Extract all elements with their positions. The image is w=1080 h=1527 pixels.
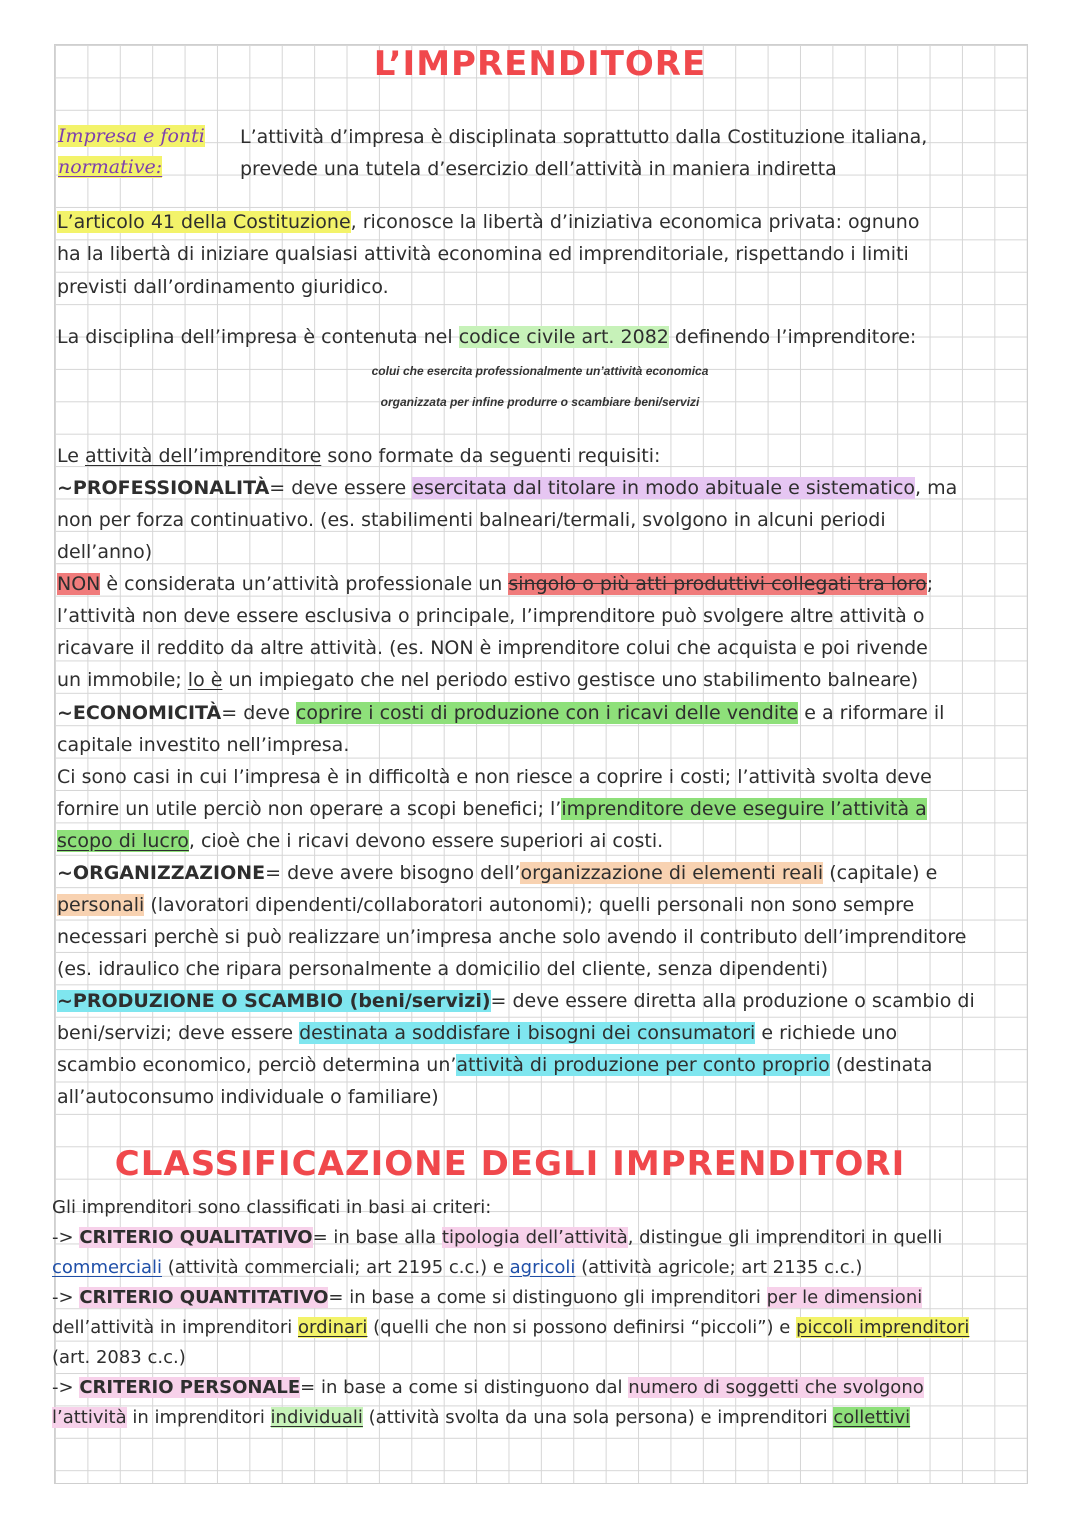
- art41-line: ha la libertà di iniziare qualsiasi attività economina ed imprenditoriale, rispettando i limiti: [57, 243, 909, 265]
- art41-line: previsti dall’ordinamento giuridico.: [57, 276, 389, 298]
- page-title: L’IMPRENDITORE: [373, 44, 707, 84]
- intro-line: L’attività d’impresa è disciplinata soprattutto dalla Costituzione italiana,: [240, 126, 928, 148]
- prof-line: NON è considerata un’attività professionale un singolo o più atti produttivi collegati tra loro;: [57, 573, 934, 595]
- econ-line: scopo di lucro, cioè che i ricavi devono essere superiori ai costi.: [57, 830, 664, 852]
- sidebar-label-line2: normative:: [58, 156, 163, 178]
- criterio-quantitativo-line3: (art. 2083 c.c.): [52, 1347, 186, 1368]
- org-line: ~ORGANIZZAZIONE= deve avere bisogno dell’organizzazione di elementi reali (capitale) e: [57, 862, 938, 884]
- section-title: CLASSIFICAZIONE DEGLI IMPRENDITORI: [114, 1144, 906, 1184]
- prod-line: all’autoconsumo individuale o familiare): [57, 1086, 439, 1108]
- prod-line: ~PRODUZIONE O SCAMBIO (beni/servizi)= deve essere diretta alla produzione o scambio di: [57, 990, 975, 1012]
- prof-line: un immobile; lo è un impiegato che nel periodo estivo gestisce uno stabilimento balneare): [57, 669, 919, 691]
- codice-line: La disciplina dell’impresa è contenuta nel codice civile art. 2082 definendo l’imprenditore:: [57, 326, 917, 348]
- org-line: personali (lavoratori dipendenti/collaboratori autonomi); quelli personali non sono sempre: [57, 894, 915, 916]
- art41-line: L’articolo 41 della Costituzione, riconosce la libertà d’iniziativa economica privata: ognuno: [57, 211, 920, 233]
- criterio-personale: -> CRITERIO PERSONALE= in base a come si distinguono dal numero di soggetti che svolgono: [52, 1377, 924, 1398]
- prof-line: dell’anno): [57, 541, 153, 563]
- prof-line: non per forza continuativo. (es. stabilimenti balneari/termali, svolgono in alcuni periodi: [57, 509, 886, 531]
- prof-line: l’attività non deve essere esclusiva o principale, l’imprenditore può svolgere altre attività o: [57, 605, 925, 627]
- criterio-quantitativo: -> CRITERIO QUANTITATIVO= in base a come si distinguono gli imprenditori per le dimensioni: [52, 1287, 923, 1308]
- prod-line: beni/servizi; deve essere destinata a soddisfare i bisogni dei consumatori e richiede uno: [57, 1022, 898, 1044]
- econ-line: ~ECONOMICITÀ= deve coprire i costi di produzione con i ricavi delle vendite e a riformare il: [57, 702, 945, 724]
- sidebar-label-line1: Impresa e fonti: [58, 125, 205, 147]
- econ-line: Ci sono casi in cui l’impresa è in difficoltà e non riesce a coprire i costi; l’attività svolta deve: [57, 766, 932, 788]
- intro-line: prevede una tutela d’esercizio dell’attività in maniera indiretta: [240, 158, 837, 180]
- criterio-personale-line2: l’attività in imprenditori individuali (attività svolta da una sola persona) e imprenditori collettivi: [52, 1407, 911, 1428]
- definition-line: colui che esercita professionalmente un’attività economica: [371, 364, 709, 378]
- definition-line: organizzata per infine produrre o scambiare beni/servizi: [380, 395, 700, 409]
- org-line: (es. idraulico che ripara personalmente a domicilio del cliente, senza dipendenti): [57, 958, 829, 980]
- criterio-quantitativo-line2: dell’attività in imprenditori ordinari (quelli che non si possono definirsi “piccoli”) e piccoli imprenditori: [52, 1317, 970, 1338]
- classif-intro: Gli imprenditori sono classificati in basi ai criteri:: [52, 1197, 492, 1218]
- prof-line: ~PROFESSIONALITÀ= deve essere esercitata dal titolare in modo abituale e sistematico, ma: [57, 477, 958, 499]
- requisiti-line: Le attività dell’imprenditore sono formate da seguenti requisiti:: [57, 445, 661, 467]
- criterio-qualitativo: -> CRITERIO QUALITATIVO= in base alla tipologia dell’attività, distingue gli imprenditori in quelli: [52, 1227, 943, 1248]
- criterio-qualitativo-line2: commerciali (attività commerciali; art 2195 c.c.) e agricoli (attività agricole; art 2135 c.c.): [52, 1257, 863, 1278]
- econ-line: capitale investito nell’impresa.: [57, 734, 350, 756]
- prof-line: ricavare il reddito da altre attività. (es. NON è imprenditore colui che acquista e poi rivende: [57, 637, 928, 659]
- org-line: necessari perchè si può realizzare un’impresa anche solo avendo il contributo dell’imprenditore: [57, 926, 967, 948]
- prod-line: scambio economico, perciò determina un’attività di produzione per conto proprio (destinata: [57, 1054, 933, 1076]
- econ-line: fornire un utile perciò non operare a scopi benefici; l’imprenditore deve eseguire l’attività a: [57, 798, 927, 820]
